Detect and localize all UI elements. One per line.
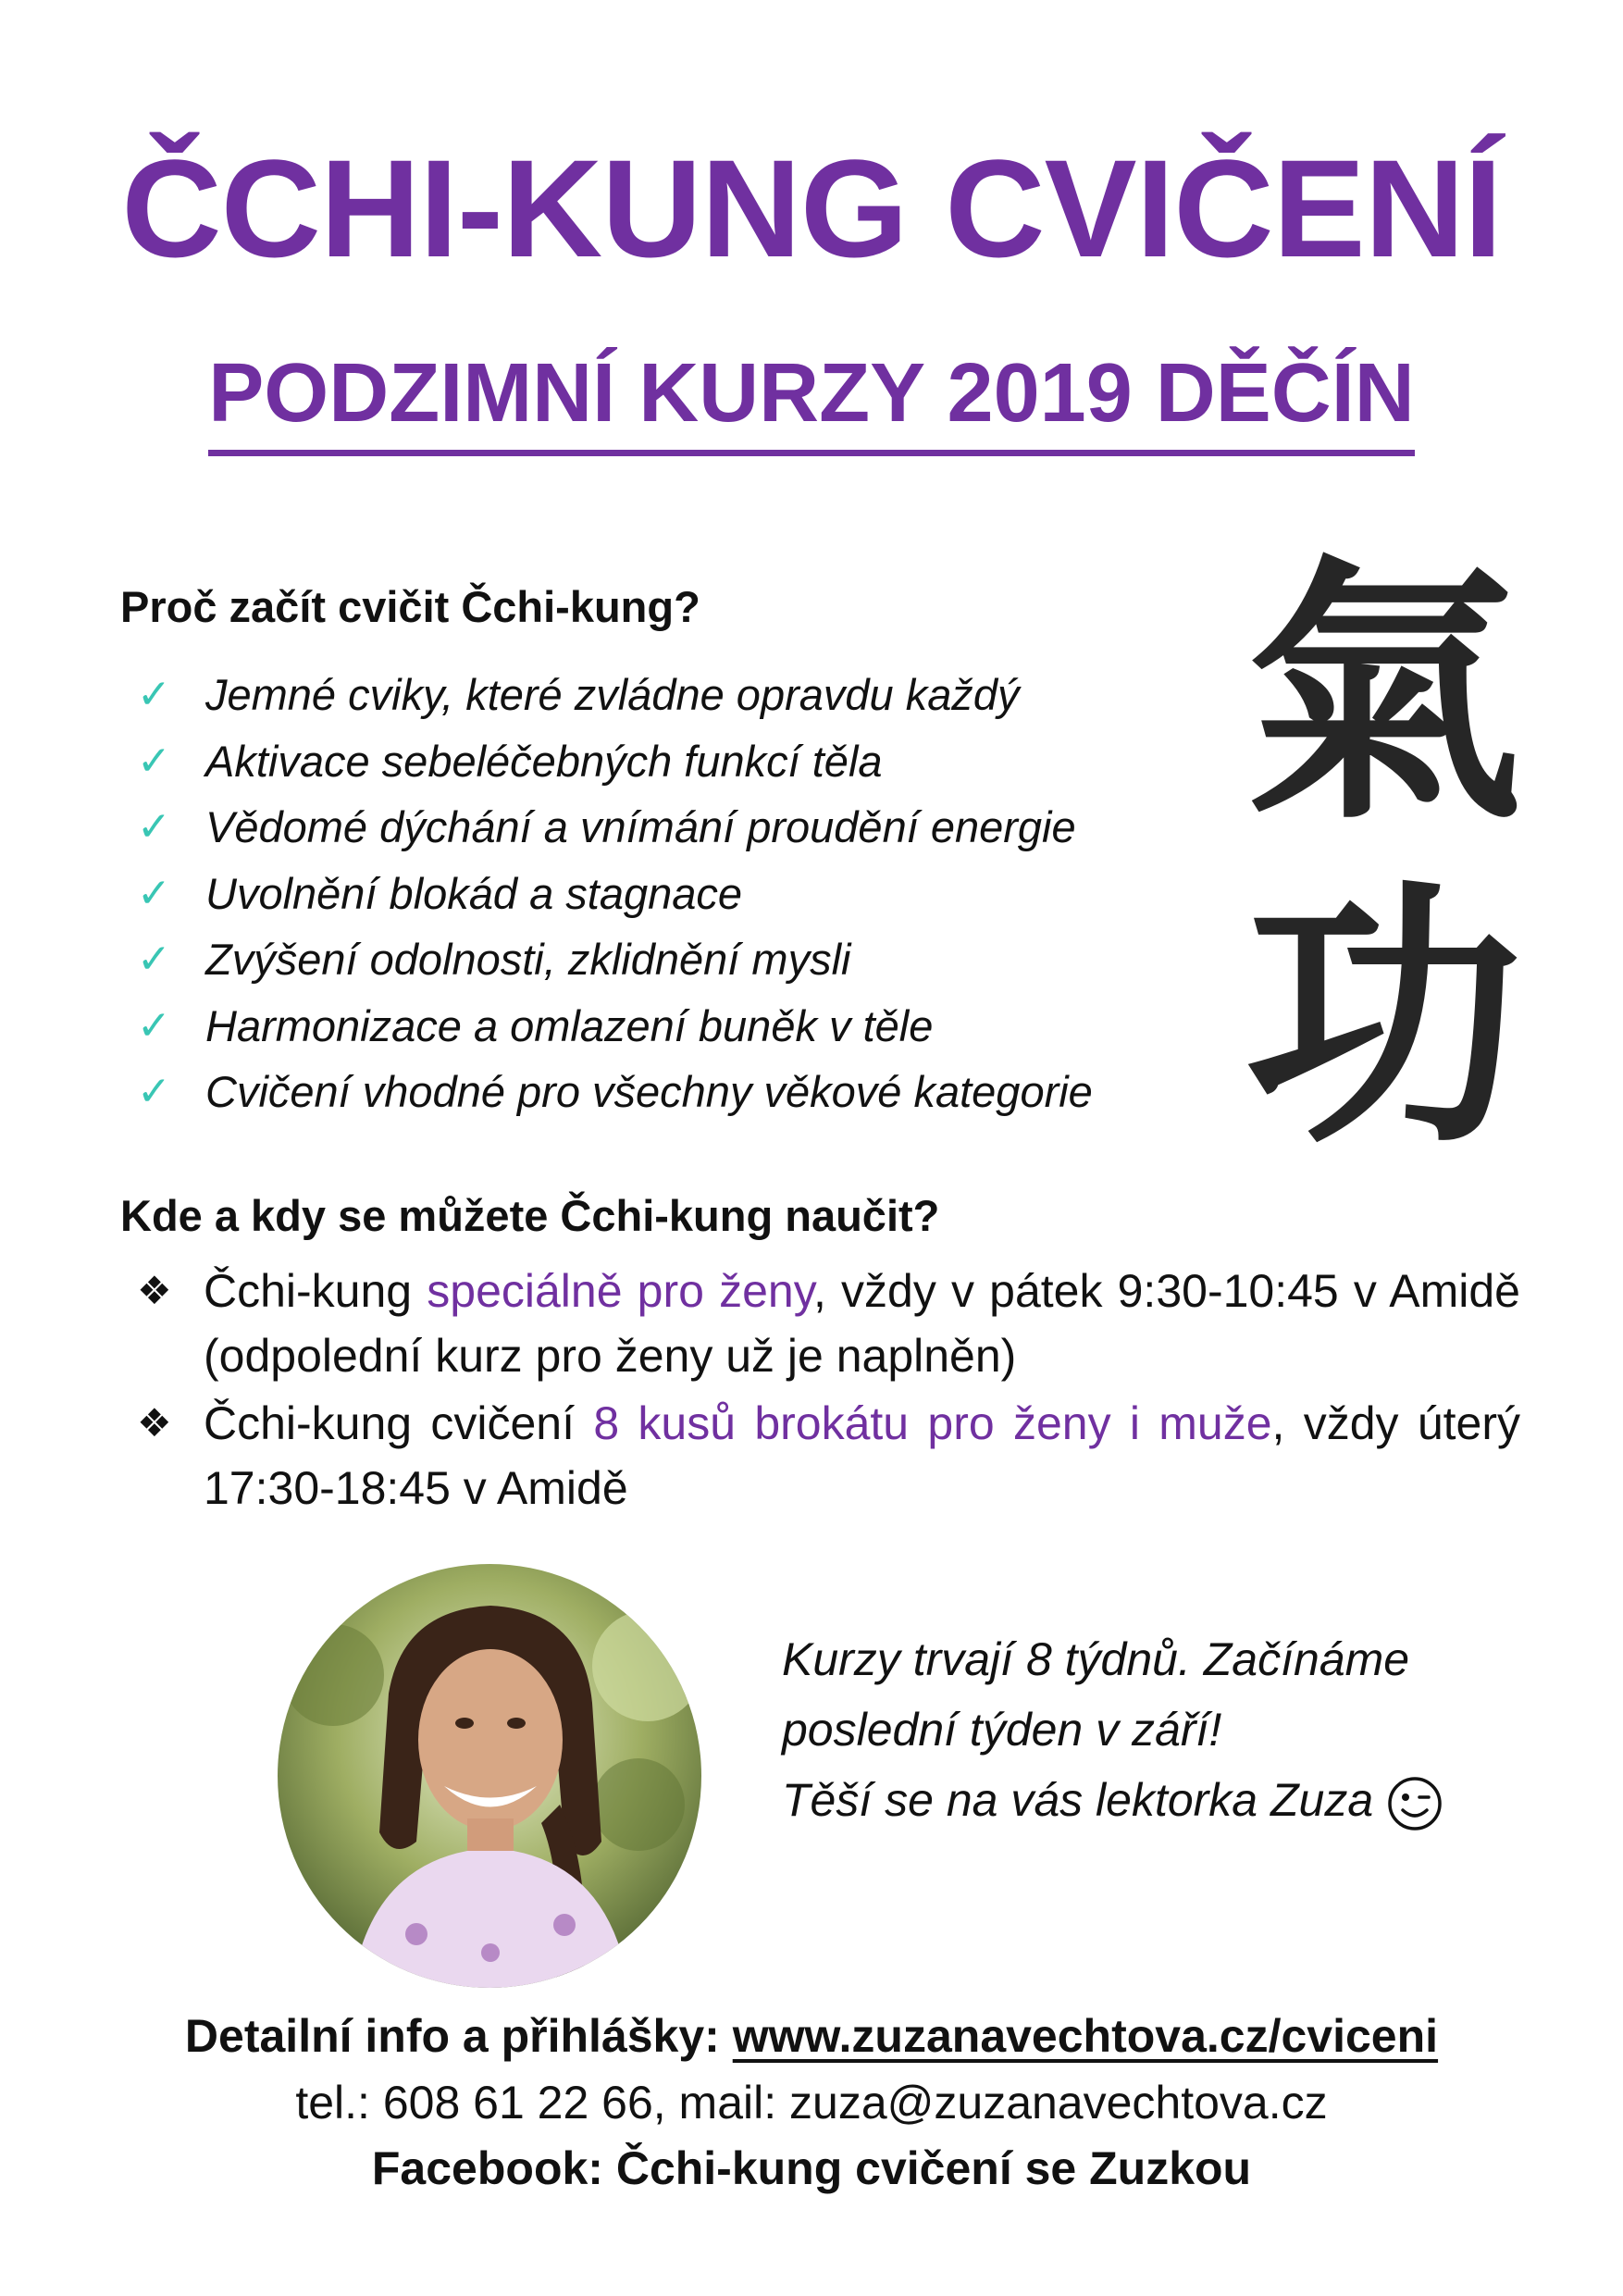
info-label: Detailní info a přihlášky: xyxy=(184,2010,733,2062)
benefit-text: Zvýšení odolnosti, zklidnění mysli xyxy=(205,935,851,985)
check-icon: ✓ xyxy=(137,1069,171,1115)
qigong-calligraphy-image xyxy=(1235,523,1531,1152)
list-item xyxy=(137,993,1093,1060)
poster-title: ČCHI-KUNG CVIČENÍ xyxy=(121,130,1502,286)
check-icon: ✓ xyxy=(137,672,171,718)
list-item xyxy=(137,794,1093,861)
benefit-text: Aktivace sebeléčebných funkcí těla xyxy=(205,736,883,786)
benefits-list xyxy=(137,662,1093,1125)
list-item xyxy=(137,1059,1093,1125)
course-highlight: 8 kusů brokátu pro ženy i muže xyxy=(593,1397,1272,1449)
subtitle-text: PODZIMNÍ KURZY 2019 DĚČÍN xyxy=(208,352,1415,456)
kanji-gong: 功 xyxy=(1245,854,1522,1152)
kanji-qi: 氣 xyxy=(1245,530,1522,857)
course-text-pre: Čchi-kung cvičení xyxy=(204,1397,594,1449)
course-item xyxy=(137,1259,1520,1388)
benefit-text: Uvolnění blokád a stagnace xyxy=(205,868,743,918)
list-item xyxy=(137,728,1093,795)
poster-subtitle xyxy=(0,347,1623,456)
lecturer-photo xyxy=(278,1564,701,1988)
list-item xyxy=(137,861,1093,927)
diamond-bullet-icon: ❖ xyxy=(137,1401,172,1445)
note-line-with-smiley xyxy=(782,1765,1578,1835)
check-icon: ✓ xyxy=(137,804,171,850)
check-icon: ✓ xyxy=(137,937,171,983)
where-heading: Kde a kdy se můžete Čchi-kung naučit? xyxy=(120,1191,940,1240)
list-item xyxy=(137,926,1093,993)
note-line: Těší se na vás lektorka Zuza xyxy=(782,1774,1374,1826)
check-icon: ✓ xyxy=(137,870,171,916)
course-text-post: , vždy úterý 17:30-18:45 v Amidě xyxy=(204,1397,1520,1514)
footer-contact: tel.: 608 61 22 66, mail: zuza@zuzanavechtova.cz xyxy=(295,2077,1328,2128)
course-text-pre: Čchi-kung xyxy=(204,1265,427,1317)
course-note xyxy=(782,1624,1578,1835)
website-link[interactable]: www.zuzanavechtova.cz/cviceni xyxy=(732,2010,1439,2062)
diamond-bullet-icon: ❖ xyxy=(137,1269,172,1312)
course-highlight: speciálně pro ženy xyxy=(427,1265,813,1317)
note-line: poslední týden v září! xyxy=(782,1704,1222,1756)
benefit-text: Vědomé dýchání a vnímání proudění energie xyxy=(205,802,1076,852)
benefit-text: Cvičení vhodné pro všechny věkové kategorie xyxy=(205,1067,1093,1117)
check-icon: ✓ xyxy=(137,738,171,784)
list-item xyxy=(137,662,1093,728)
footer-info-line xyxy=(0,2010,1623,2062)
why-heading: Proč začít cvičit Čchi-kung? xyxy=(120,582,700,631)
course-text-post: , vždy v pátek 9:30-10:45 v Amidě (odpolední kurz pro ženy už je naplněn) xyxy=(204,1265,1520,1382)
note-line: Kurzy trvají 8 týdnů. Začínáme xyxy=(782,1633,1410,1685)
check-icon: ✓ xyxy=(137,1002,171,1049)
portrait-illustration xyxy=(278,1564,701,1988)
courses-list xyxy=(137,1259,1520,1523)
benefit-text: Harmonizace a omlazení buněk v těle xyxy=(205,1000,934,1050)
benefit-text: Jemné cviky, které zvládne opravdu každý xyxy=(205,670,1020,720)
course-item xyxy=(137,1391,1520,1520)
wink-smiley-icon xyxy=(1386,1775,1443,1832)
footer-facebook: Facebook: Čchi-kung cvičení se Zuzkou xyxy=(371,2142,1252,2194)
